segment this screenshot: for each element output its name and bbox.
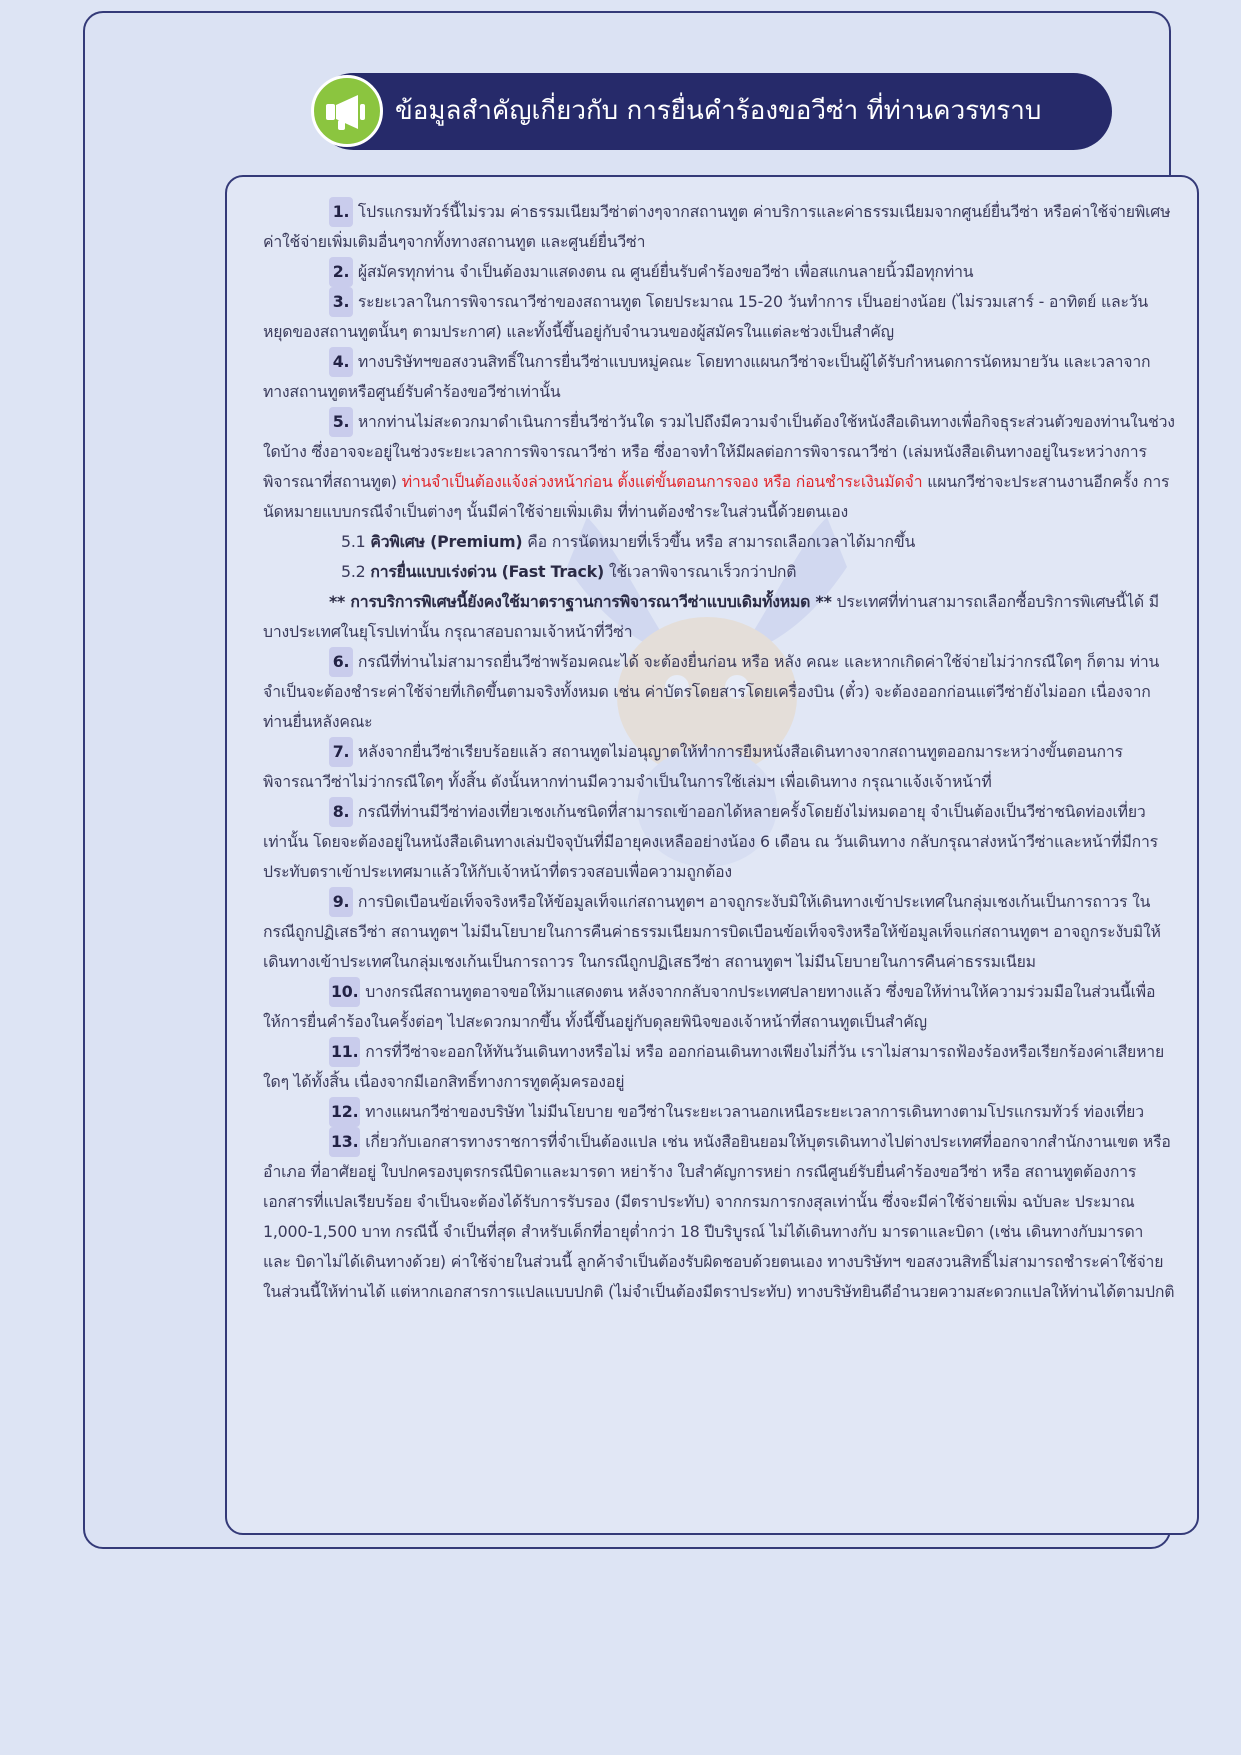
note-number: 13. [329,1127,360,1157]
note-12: 12. ทางแผนกวีซ่าของบริษัท ไม่มีนโยบาย ขอวีซ่าในระยะเวลานอกเหนือระยะเวลาการเดินทางตามโปรแกรมทัวร์ ท่องเที่ยว [263,1097,1175,1127]
note-number: 12. [329,1097,360,1127]
note-5-2: 5.2 การยื่นแบบเร่งด่วน (Fast Track) ใช้เวลาพิจารณาเร็วกว่าปกติ [341,562,797,581]
note-number: 10. [329,977,360,1007]
note-number: 6. [329,647,353,677]
note-number: 7. [329,737,353,767]
warning-text: ท่านจำเป็นต้องแจ้งล่วงหน้าก่อน ตั้งแต่ขั้นตอนการจอง หรือ ก่อนชำระเงินมัดจำ [401,472,923,491]
note-5-1: 5.1 คิวพิเศษ (Premium) คือ การนัดหมายที่เร็วขึ้น หรือ สามารถเลือกเวลาได้มากขึ้น [341,532,916,551]
info-card [83,11,1175,1549]
note-3: 3. ระยะเวลาในการพิจารณาวีซ่าของสถานทูต โดยประมาณ 15-20 วันทำการ เป็นอย่างน้อย (ไม่รวมเสาร์ - อาทิตย์ และวันหยุดของสถานทูตนั้นๆ ตามประกาศ) และทั้งนี้ขึ้นอยู่กับจำนวนของผู้สมัครในแต่ละช่วงเป็นสำคัญ [263,287,1175,347]
note-number: 3. [329,287,353,317]
note-number: 8. [329,797,353,827]
note-5-remark: ** การบริการพิเศษนี้ยังคงใช้มาตราฐานการพิจารณาวีซ่าแบบเดิมทั้งหมด ** ประเทศที่ท่านสามารถเลือกซื้อบริการพิเศษนี้ได้ มีบางประเทศในยุโรปเท่านั้น กรุณาสอบถามเจ้าหน้าที่วีซ่า [263,592,1159,641]
notes-panel [225,175,1199,1535]
note-number: 5. [329,407,353,437]
note-9: 9. การบิดเบือนข้อเท็จจริงหรือให้ข้อมูลเท็จแก่สถานทูตฯ อาจถูกระงับมิให้เดินทางเข้าประเทศในกลุ่มเชงเก้นเป็นการถาวร ในกรณีถูกปฏิเสธวีซ่า สถานทูตฯ ไม่มีนโยบายในการคืนค่าธรรมเนียมการบิดเบือนข้อเท็จจริงหรือให้ข้อมูลเท็จแก่สถานทูตฯ อาจถูกระงับมิให้เดินทางเข้าประเทศในกลุ่มเชงเก้นเป็นการถาวร ในกรณีถูกปฏิเสธวีซ่า สถานทูตฯ ไม่มีนโยบายในการคืนค่าธรรมเนียม [263,887,1175,977]
note-number: 4. [329,347,353,377]
note-number: 11. [329,1037,360,1067]
note-number: 1. [329,197,353,227]
note-11: 11. การที่วีซ่าจะออกให้ทันวันเดินทางหรือไม่ หรือ ออกก่อนเดินทางเพียงไม่กี่วัน เราไม่สามารถฟ้องร้องหรือเรียกร้องค่าเสียหายใดๆ ได้ทั้งสิ้น เนื่องจากมีเอกสิทธิ์ทางการทูตคุ้มครองอยู่ [263,1037,1175,1097]
note-number: 2. [329,257,353,287]
note-4: 4. ทางบริษัทฯขอสงวนสิทธิ์ในการยื่นวีซ่าแบบหมู่คณะ โดยทางแผนกวีซ่าจะเป็นผู้ได้รับกำหนดการนัดหมายวัน และเวลาจากทางสถานทูตหรือศูนย์รับคำร้องขอวีซ่าเท่านั้น [263,347,1175,407]
note-8: 8. กรณีที่ท่านมีวีซ่าท่องเที่ยวเชงเก้นชนิดที่สามารถเข้าออกได้หลายครั้งโดยยังไม่หมดอายุ จำเป็นต้องเป็นวีซ่าชนิดท่องเที่ยวเท่านั้น โดยจะต้องอยู่ในหนังสือเดินทางเล่มปัจจุบันที่มีอายุคงเหลืออย่างน้อง 6 เดือน ณ วันเดินทาง กลับกรุณาส่งหน้าวีซ่าและหน้าที่มีการประทับตราเข้าประเทศมาแล้วให้กับเจ้าหน้าที่ตรวจสอบเพื่อความถูกต้อง [263,797,1175,887]
note-number: 9. [329,887,353,917]
note-6: 6. กรณีที่ท่านไม่สามารถยื่นวีซ่าพร้อมคณะได้ จะต้องยื่นก่อน หรือ หลัง คณะ และหากเกิดค่าใช้จ่ายไม่ว่ากรณีใดๆ ก็ตาม ท่านจำเป็นจะต้องชำระค่าใช้จ่ายที่เกิดขึ้นตามจริงทั้งหมด เช่น ค่าบัตรโดยสารโดยเครื่องบิน (ตั๋ว) จะต้องออกก่อนแต่วีซ่ายังไม่ออก เนื่องจากท่านยื่นหลังคณะ [263,647,1175,737]
note-1: 1. โปรแกรมทัวร์นี้ไม่รวม ค่าธรรมเนียมวีซ่าต่างๆจากสถานทูต ค่าบริการและค่าธรรมเนียมจากศูนย์ยื่นวีซ่า หรือค่าใช้จ่ายพิเศษค่าใช้จ่ายเพิ่มเติมอื่นๆจากทั้งทางสถานทูต และศูนย์ยื่นวีซ่า [263,197,1175,257]
page-title: ข้อมูลสำคัญเกี่ยวกับ การยื่นคำร้องขอวีซ่า ที่ท่านควรทราบ [395,96,1042,126]
note-7: 7. หลังจากยื่นวีซ่าเรียบร้อยแล้ว สถานทูตไม่อนุญาตให้ทำการยืมหนังสือเดินทางจากสถานทูตออกมาระหว่างขั้นตอนการพิจารณาวีซ่าไม่ว่ากรณีใดๆ ทั้งสิ้น ดังนั้นหากท่านมีความจำเป็นในการใช้เล่มฯ เพื่อเดินทาง กรุณาแจ้งเจ้าหน้าที่ [263,737,1175,797]
notes-list [263,197,1175,1307]
megaphone-icon [311,75,383,147]
note-5: 5. หากท่านไม่สะดวกมาดำเนินการยื่นวีซ่าวันใด รวมไปถึงมีความจำเป็นต้องใช้หนังสือเดินทางเพื่อกิจธุระส่วนตัวของท่านในช่วงใดบ้าง ซึ่งอาจจะอยู่ในช่วงระยะเวลาการพิจารณาวีซ่า หรือ ซึ่งอาจทำให้มีผลต่อการพิจารณาวีซ่า (เล่มหนังสือเดินทางอยู่ในระหว่างการพิจารณาที่สถานทูต) ท่านจำเป็นต้องแจ้งล่วงหน้าก่อน ตั้งแต่ขั้นตอนการจอง หรือ ก่อนชำระเงินมัดจำ แผนกวีซ่าจะประสานงานอีกครั้ง การนัดหมายแบบกรณีจำเป็นต่างๆ นั้นมีค่าใช้จ่ายเพิ่มเติม ที่ท่านต้องชำระในส่วนนี้ด้วยตนเอง [263,407,1175,527]
note-2: 2. ผู้สมัครทุกท่าน จำเป็นต้องมาแสดงตน ณ ศูนย์ยื่นรับคำร้องขอวีซ่า เพื่อสแกนลายนิ้วมือทุกท่าน [263,257,1175,287]
title-banner [315,73,1112,150]
note-13: 13. เกี่ยวกับเอกสารทางราชการที่จำเป็นต้องแปล เช่น หนังสือยินยอมให้บุตรเดินทางไปต่างประเทศที่ออกจากสำนักงานเขต หรือ อำเภอ ที่อาศัยอยู่ ใบปกครองบุตรกรณีบิดาและมารดา หย่าร้าง ใบสำคัญการหย่า กรณีศูนย์รับยื่นคำร้องขอวีซ่า หรือ สถานทูตต้องการ เอกสารที่แปลเรียบร้อย จำเป็นจะต้องได้รับการรับรอง (มีตราประทับ) จากกรมการกงสุลเท่านั้น ซึ่งจะมีค่าใช้จ่ายเพิ่ม ฉบับละ ประมาณ 1,000-1,500 บาท กรณีนี้ จำเป็นที่สุด สำหรับเด็กที่อายุต่ำกว่า 18 ปีบริบูรณ์ ไม่ได้เดินทางกับ มารดาและบิดา (เช่น เดินทางกับมารดา และ บิดาไม่ได้เดินทางด้วย) ค่าใช้จ่ายในส่วนนี้ ลูกค้าจำเป็นต้องรับผิดชอบด้วยตนเอง ทางบริษัทฯ ขอสงวนสิทธิ์ไม่สามารถชำระค่าใช้จ่ายในส่วนนี้ให้ท่านได้ แต่หากเอกสารการแปลแบบปกติ (ไม่จำเป็นต้องมีตราประทับ) ทางบริษัทยินดีอำนวยความสะดวกแปลให้ท่านได้ตามปกติ [263,1127,1175,1307]
note-10: 10. บางกรณีสถานทูตอาจขอให้มาแสดงตน หลังจากกลับจากประเทศปลายทางแล้ว ซึ่งขอให้ท่านให้ความร่วมมือในส่วนนี้เพื่อให้การยื่นคำร้องในครั้งต่อๆ ไปสะดวกมากขึ้น ทั้งนี้ขึ้นอยู่กับดุลยพินิจของเจ้าหน้าที่สถานทูตเป็นสำคัญ [263,977,1175,1037]
